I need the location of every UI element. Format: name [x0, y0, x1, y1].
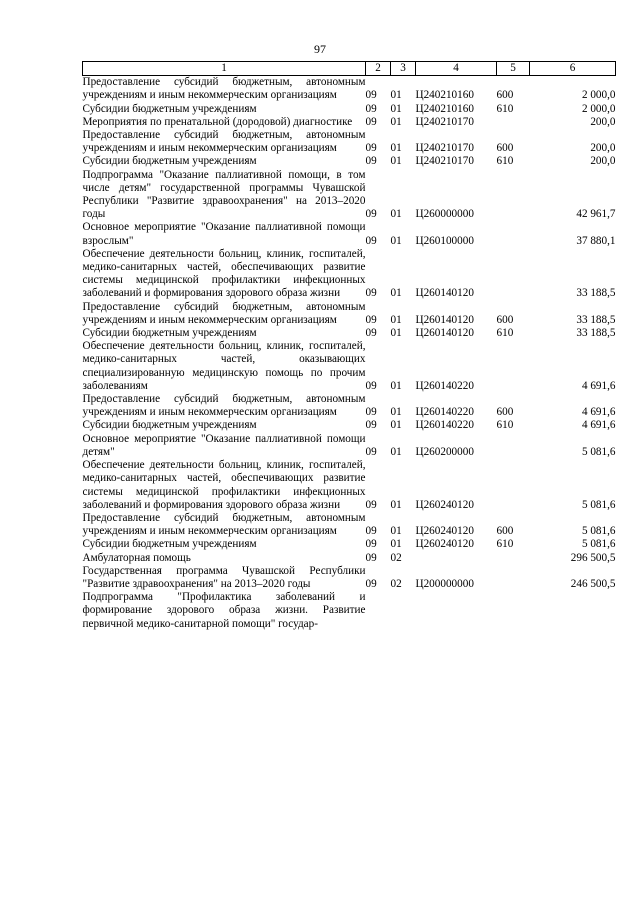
- row-section: 09: [365, 155, 377, 168]
- row-subsection: 01: [390, 419, 402, 432]
- row-section: 09: [365, 115, 377, 128]
- row-target-code: Ц260140120: [415, 287, 474, 300]
- table-row: [83, 433, 616, 459]
- row-subsection: 01: [390, 498, 402, 511]
- row-name: Предоставление субсидий бюджетным, автономным учреждениям и иным некоммерческим организациям: [82, 300, 366, 326]
- row-name: Субсидии бюджетным учреждениям: [82, 419, 257, 432]
- row-subsection: 01: [390, 142, 402, 155]
- row-amount: [530, 591, 616, 631]
- table-row: [83, 248, 616, 301]
- row-target-code: Ц240210160: [415, 89, 474, 102]
- row-amount: 2 000,0: [581, 89, 616, 102]
- row-target-code: Ц240210170: [415, 142, 474, 155]
- row-subsection: 02: [390, 551, 402, 564]
- row-target-code: Ц260140120: [415, 313, 474, 326]
- row-name: Субсидии бюджетным учреждениям: [82, 538, 257, 551]
- row-name: Предоставление субсидий бюджетным, автономным учреждениям и иным некоммерческим организациям: [82, 76, 366, 102]
- row-name: Обеспечение деятельности больниц, клиник, госпиталей, медико-санитарных частей, оказывающих специализированную медицинскую помощь по прочим заболеваниям: [82, 340, 366, 392]
- table-row: [83, 129, 616, 155]
- row-expense-type: 610: [496, 102, 514, 115]
- row-name: Государственная программа Чувашской Республики "Развитие здравоохранения" на 2013–2020 годы: [82, 564, 366, 590]
- row-amount: 246 500,5: [570, 577, 616, 590]
- row-amount: 33 188,5: [576, 327, 616, 340]
- row-name: Субсидии бюджетным учреждениям: [82, 155, 257, 168]
- row-expense-type: 610: [496, 327, 514, 340]
- table-row: [83, 538, 616, 551]
- row-section: 09: [365, 419, 377, 432]
- table-row: [83, 393, 616, 419]
- table-row: [83, 552, 616, 565]
- row-amount: 2 000,0: [581, 102, 616, 115]
- row-expense-type: [497, 552, 530, 565]
- row-target-code: Ц260140220: [415, 379, 474, 392]
- row-target-code: Ц260240120: [415, 498, 474, 511]
- row-name: Субсидии бюджетным учреждениям: [82, 102, 257, 115]
- row-expense-type: 610: [496, 155, 514, 168]
- row-amount: 200,0: [590, 142, 616, 155]
- row-expense-type: 600: [496, 142, 514, 155]
- row-name: Амбулаторная помощь: [82, 551, 191, 564]
- row-name: Обеспечение деятельности больниц, клиник, госпиталей, медико-санитарных частей, обеспечивающих развитие системы медицинской профилактики инфекционных заболеваний и формирования здорового образа жизни: [82, 247, 366, 300]
- row-section: 09: [365, 498, 377, 511]
- row-subsection: 01: [390, 234, 402, 247]
- row-name: Основное мероприятие "Оказание паллиативной помощи взрослым": [82, 221, 366, 247]
- row-amount: 200,0: [590, 115, 616, 128]
- row-subsection: 01: [390, 89, 402, 102]
- row-subsection: [391, 591, 416, 631]
- row-name: Предоставление субсидий бюджетным, автономным учреждениям и иным некоммерческим организациям: [82, 393, 366, 419]
- row-target-code: Ц260000000: [415, 208, 474, 221]
- row-subsection: 01: [390, 155, 402, 168]
- row-expense-type: 600: [496, 525, 514, 538]
- row-section: 09: [365, 142, 377, 155]
- table-row: [83, 340, 616, 393]
- table-row: [83, 419, 616, 432]
- page-number: 97: [314, 42, 326, 56]
- table-row: [83, 116, 616, 129]
- row-target-code: Ц240210170: [415, 115, 474, 128]
- table-row: [83, 221, 616, 247]
- row-name: Обеспечение деятельности больниц, клиник, госпиталей, медико-санитарных частей, обеспечивающих развитие системы медицинской профилактики инфекционных заболеваний и формирования здорового образа жизни: [82, 459, 366, 511]
- row-expense-type: 600: [496, 313, 514, 326]
- row-amount: 33 188,5: [576, 313, 616, 326]
- row-amount: 296 500,5: [570, 551, 616, 564]
- row-section: 09: [365, 551, 377, 564]
- row-section: 09: [365, 327, 377, 340]
- row-section: 09: [365, 406, 377, 419]
- row-target-code: Ц260200000: [415, 445, 474, 458]
- row-name: Мероприятия по пренатальной (дородовой) диагностике: [82, 115, 353, 128]
- row-amount: 4 691,6: [581, 419, 616, 432]
- row-subsection: 01: [390, 208, 402, 221]
- row-section: 09: [365, 445, 377, 458]
- row-expense-type: 600: [496, 89, 514, 102]
- header-col-1: 1: [83, 62, 366, 76]
- row-name: Предоставление субсидий бюджетным, автономным учреждениям и иным некоммерческим организациям: [82, 511, 366, 538]
- row-amount: 5 081,6: [581, 498, 616, 511]
- row-amount: 42 961,7: [576, 208, 616, 221]
- row-name: Подпрограмма "Профилактика заболеваний и формирование здорового образа жизни. Развитие первичной медико-санитарной помощи" государ-: [82, 591, 366, 630]
- header-col-5: 5: [497, 62, 530, 76]
- table-row: [83, 76, 616, 103]
- row-subsection: 01: [390, 327, 402, 340]
- row-expense-type: [497, 459, 530, 512]
- row-subsection: 01: [390, 445, 402, 458]
- row-section: 09: [365, 287, 377, 300]
- row-target-code: Ц240210170: [415, 155, 474, 168]
- row-name: Субсидии бюджетным учреждениям: [82, 327, 257, 340]
- row-section: 09: [365, 102, 377, 115]
- row-target-code: Ц260240120: [415, 538, 474, 551]
- header-col-2: 2: [366, 62, 391, 76]
- row-amount: 5 081,6: [581, 538, 616, 551]
- row-amount: 5 081,6: [581, 525, 616, 538]
- row-section: 09: [365, 538, 377, 551]
- row-section: 09: [365, 234, 377, 247]
- table-row: [83, 103, 616, 116]
- row-target-code: Ц200000000: [415, 577, 474, 590]
- row-amount: 5 081,6: [581, 445, 616, 458]
- row-name: Основное мероприятие "Оказание паллиативной помощи детям": [82, 432, 366, 458]
- row-subsection: 01: [390, 525, 402, 538]
- row-section: 09: [365, 89, 377, 102]
- row-expense-type: 610: [496, 419, 514, 432]
- row-amount: 4 691,6: [581, 379, 616, 392]
- row-section: [366, 591, 391, 631]
- row-amount: 200,0: [590, 155, 616, 168]
- row-target-code: Ц240210160: [415, 102, 474, 115]
- row-expense-type: [497, 591, 530, 631]
- row-subsection: 01: [390, 406, 402, 419]
- header-col-6: 6: [530, 62, 616, 76]
- row-name: Подпрограмма "Оказание паллиативной помощи, в том числе детям" государственной программы Чувашской Республики "Развитие здравоохранения" на 2013–2020 годы: [82, 168, 366, 221]
- header-row: [83, 62, 616, 76]
- table-row: [83, 155, 616, 168]
- row-subsection: 01: [390, 313, 402, 326]
- table-row: [83, 169, 616, 222]
- row-target-code: Ц260140220: [415, 419, 474, 432]
- row-target-code: Ц260100000: [415, 234, 474, 247]
- table-row: [83, 301, 616, 327]
- table-row: [83, 459, 616, 512]
- row-amount: 37 880,1: [576, 234, 616, 247]
- row-subsection: 01: [390, 102, 402, 115]
- row-target-code: Ц260240120: [415, 525, 474, 538]
- row-subsection: 02: [390, 577, 402, 590]
- table-row: [83, 565, 616, 591]
- table-row: [83, 591, 616, 631]
- row-expense-type: 600: [496, 406, 514, 419]
- row-expense-type: [497, 248, 530, 301]
- header-col-4: 4: [416, 62, 497, 76]
- row-section: 09: [365, 525, 377, 538]
- row-expense-type: [497, 340, 530, 393]
- header-col-3: 3: [391, 62, 416, 76]
- row-target-code: [416, 552, 497, 565]
- row-target-code: [416, 591, 497, 631]
- row-expense-type: [497, 565, 530, 591]
- row-target-code: Ц260140220: [415, 406, 474, 419]
- table-row: [83, 512, 616, 538]
- budget-table: [82, 61, 616, 631]
- row-expense-type: [497, 169, 530, 222]
- row-expense-type: [497, 116, 530, 129]
- row-expense-type: [497, 221, 530, 247]
- row-expense-type: 610: [496, 538, 514, 551]
- row-target-code: Ц260140120: [415, 327, 474, 340]
- row-name: Предоставление субсидий бюджетным, автономным учреждениям и иным некоммерческим организациям: [82, 129, 366, 155]
- row-amount: 33 188,5: [576, 287, 616, 300]
- row-section: 09: [365, 208, 377, 221]
- row-subsection: 01: [390, 379, 402, 392]
- row-subsection: 01: [390, 287, 402, 300]
- row-subsection: 01: [390, 538, 402, 551]
- row-amount: 4 691,6: [581, 406, 616, 419]
- row-subsection: 01: [390, 115, 402, 128]
- row-expense-type: [497, 433, 530, 459]
- row-section: 09: [365, 379, 377, 392]
- row-section: 09: [365, 313, 377, 326]
- table-row: [83, 327, 616, 340]
- row-section: 09: [365, 577, 377, 590]
